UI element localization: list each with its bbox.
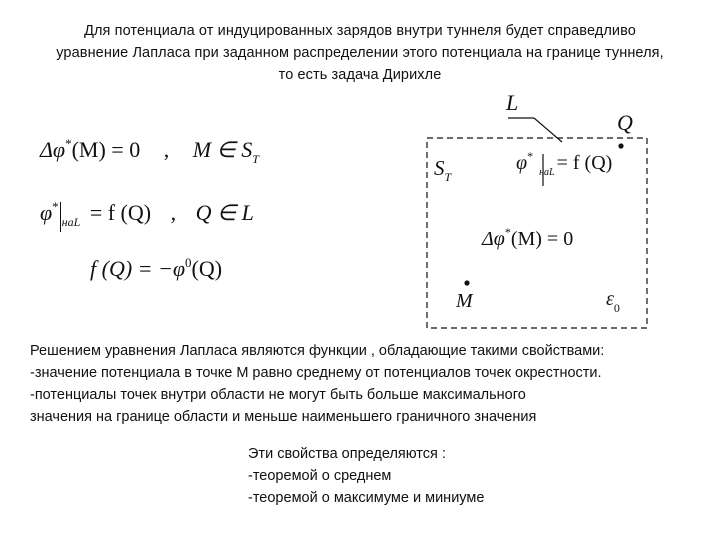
label-ST-main: S [434, 156, 445, 180]
body-line-1: Решением уравнения Лапласа являются функции , обладающие такими свойствами: [30, 343, 605, 359]
theorems-list [248, 443, 548, 509]
label-M: M [456, 290, 473, 312]
label-eps-sub: 0 [613, 301, 620, 315]
eq1-cond: M ∈ S [192, 137, 253, 162]
tunnel-diagram [410, 90, 650, 330]
diagram-lap-star: * [504, 225, 511, 239]
eq1-cond-sub: T [252, 152, 259, 166]
eq2-sub: наL [61, 215, 81, 229]
diagram-lap-sym: Δφ [482, 228, 505, 250]
props-line-1: Эти свойства определяются : [248, 446, 446, 462]
laplace-equation [40, 136, 259, 166]
point-Q [618, 143, 623, 148]
solution-properties-text [30, 340, 710, 428]
header-line-2: уравнение Лапласа при заданном распределении этого потенциала на границе туннеля, [56, 45, 664, 61]
eq2-bar [60, 202, 61, 232]
eq2-lhs: φ [40, 200, 53, 225]
label-ST-sub: T [444, 170, 452, 184]
eq3-sup: 0 [185, 255, 192, 270]
header-line-1: Для потенциала от индуцированных зарядов внутри туннеля будет справедливо [84, 23, 636, 39]
props-line-2: -теоремой о среднем [248, 468, 392, 484]
label-Q: Q [617, 110, 633, 135]
header-line-3: то есть задача Дирихле [278, 67, 442, 83]
props-line-3: -теоремой о максимуме и миниуме [248, 490, 485, 506]
eq1-sep: , [163, 137, 170, 162]
eq2-cond: Q ∈ L [195, 200, 254, 225]
eq3-lhs: f (Q) = −φ [90, 256, 186, 281]
eq2-star: * [52, 199, 59, 214]
eq3-arg: (Q) [191, 256, 223, 281]
label-eps-main: ε [606, 288, 614, 310]
diagram-lap-rhs: (M) = 0 [510, 228, 574, 250]
diagram-bc-sub: наL [539, 167, 555, 178]
eq1-arg: (M) = 0 [71, 137, 141, 162]
diagram-laplace [482, 225, 574, 251]
label-L: L [506, 90, 519, 115]
diagram-boundary-condition [516, 149, 613, 178]
label-epsilon [606, 288, 620, 315]
diagram-bc-rhs: = f (Q) [556, 152, 613, 174]
eq1-star: * [65, 136, 72, 151]
diagram-bc-phi: φ [516, 152, 528, 174]
diagram-bc-star: * [527, 149, 534, 163]
boundary-function [90, 256, 222, 282]
header-text [10, 20, 710, 86]
body-line-4: значения на границе области и меньше наименьшего граничного значения [30, 409, 537, 425]
body-line-3: -потенциалы точек внутри области не могут быть больше максимального [30, 387, 526, 403]
point-M [464, 280, 469, 285]
body-line-2: -значение потенциала в точке М равно среднему от потенциалов точек окрестности. [30, 365, 602, 381]
eq2-rhs: = f (Q) [89, 200, 152, 225]
eq2-sep: , [170, 200, 177, 225]
eq1-lhs: Δφ [40, 137, 66, 162]
boundary-condition [40, 200, 254, 232]
label-ST [434, 156, 452, 184]
